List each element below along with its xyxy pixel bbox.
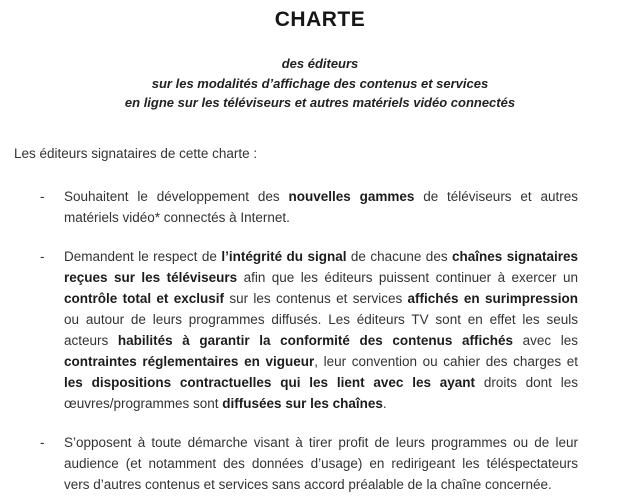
list-item [40,246,578,414]
intro-paragraph: Les éditeurs signataires de cette charte : [14,145,258,161]
bullet-text: Demandent le respect de l’intégrité du signal de chacune des chaînes signataires reçues sur les téléviseurs afin que les éditeurs puissent continuer à exercer un contrôle total et exclusif sur les contenus et services affichés en surimpression ou autour de leurs programmes diffusés. Les éditeurs TV sont en effet les seuls acteurs habilités à garantir la conformité des contenus affichés avec les contraintes réglementaires en vigueur, leur convention ou cahier des charges et les dispositions contractuelles qui les lient avec les ayant droits dont les œuvres/programmes sont diffusées sur les chaînes. [64,248,579,411]
bullet-dash: - [40,188,45,204]
document-subtitle-line: en ligne sur les téléviseurs et autres matériels vidéo connectés [124,95,516,110]
bullet-dash: - [40,248,45,264]
bullet-text: S’opposent à toute démarche visant à tirer profit de leurs programmes ou de leur audience (et notamment des données d’usage) en redirigeant les téléspectateurs vers d’autres contenus et services sans accord préalable de la chaîne concernée. [64,434,578,492]
bullet-text: Souhaitent le développement des nouvelles gammes de téléviseurs et autres matériels vidéo* connectés à Internet. [64,188,578,225]
list-item [40,186,578,228]
document-subtitle [0,54,640,113]
list-item [40,432,578,495]
document-page [0,8,640,501]
document-subtitle-line: sur les modalités d’affichage des contenus et services [151,75,489,91]
document-title: CHARTE [274,8,366,31]
document-subtitle-line: des éditeurs [281,56,359,71]
bullet-dash: - [40,434,45,450]
bullet-list [0,186,640,495]
